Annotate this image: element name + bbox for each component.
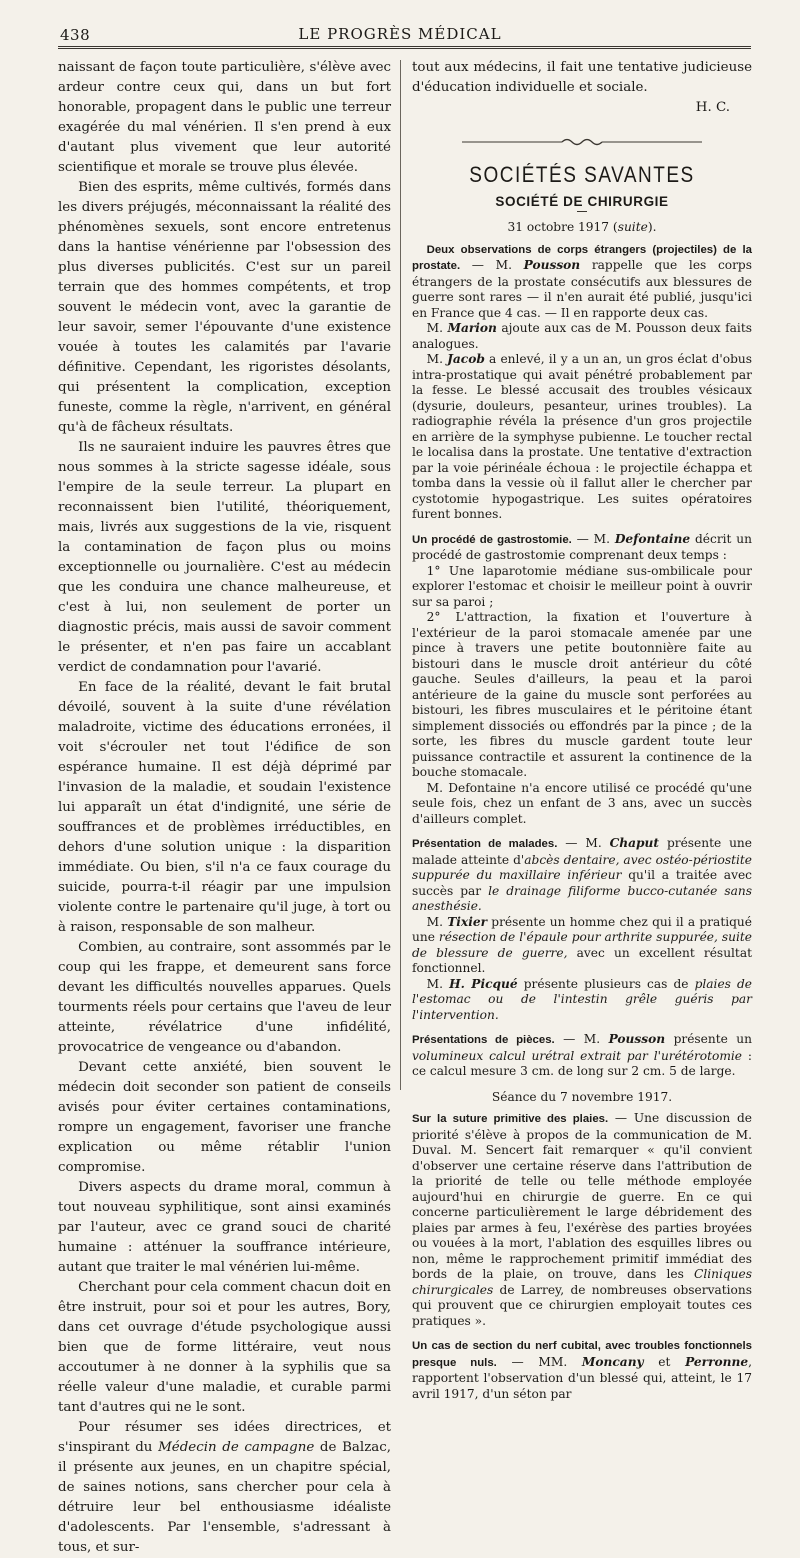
text-run: présente un homme chez qui il a pratiqué une [412, 914, 752, 944]
italic-run: résection de l'épaule pour arthrite suppurée, suite de blessure de guerre, [412, 930, 752, 960]
header-rule [58, 46, 751, 49]
item-heading: Sur la suture primitive des plaies. [412, 1113, 609, 1125]
report-item: M. Marion ajoute aux cas de M. Pousson deux faits analogues. [412, 321, 752, 351]
paragraph: En face de la réalité, devant le fait brutal dévoilé, souvent à la suite d'une révélation maladroite, victime des éducations erronées, il voit s'écrouler net tout l'édifice de son espérance humaine. Il est déjà déprimé par l'invasion de la maladie, et soudain l'existence lui apparaît un état d'indignité, une série de souffrances et de problèmes irréductibles, en dehors d'une solution unique : la disparition immédiate. Ou bien, s'il n'a ce faux courage du suicide, pourra-t-il réagir par une impulsion violente contre le partenaire qu'il juge, à tort ou à raison, responsable de son malheur. [58, 680, 391, 935]
report-step: 1° Une laparotomie médiane sus-ombilicale pour explorer l'estomac et choisir le meilleur point à ouvrir sur sa paroi ; [412, 563, 752, 609]
paragraph: Bien des esprits, même cultivés, formés dans les divers préjugés, méconnaissant la réalité des phénomènes sexuels, sont encore entretenus dans la hantise vénérienne par l'obsession des plus diverses publicités. C'est sur un pareil terrain que des hommes compétents, et trop souvent le médecin vont, avec la garantie de leur savoir, semer l'épouvante d'une existence vouée à toutes les calamités par l'avarie définitive. Cependant, les rigoristes désolants, qui présentent la complication, exception funeste, comme la règle, n'arrivent, en général qu'à de fâcheux résultats. [58, 180, 391, 435]
decorative-divider [412, 130, 752, 154]
item-heading: Deux observations de corps étrangers (projectiles) de la prostate. [412, 243, 752, 272]
text-run: avec un excellent résultat fonctionnel. [412, 945, 752, 975]
text-run: présente une malade atteinte d' [412, 836, 752, 867]
text-run: décrit un procédé de gastrostomie comprenant deux temps : [412, 531, 752, 562]
society-title: SOCIÉTÉ DE CHIRURGIE [495, 193, 669, 209]
speaker-name: Tixier [447, 914, 488, 929]
review-ending [412, 58, 752, 118]
column-divider [400, 60, 401, 1090]
report-item: Présentations de pièces. — M. Pousson présente un volumineux calcul urétral extrait par l'urétérotomie : ce calcul mesure 3 cm. de long sur 2 cm. 5 de large. [412, 1032, 752, 1078]
date-suffix: suite [617, 220, 648, 234]
flourish-icon [462, 136, 702, 148]
running-title: LE PROGRÈS MÉDICAL [298, 25, 502, 43]
paragraph: Devant cette anxiété, bien souvent le médecin doit seconder son patient de conseils avisés pour éviter certaines contaminations, rompre un engagement, favoriser une franche explication ou même rétablir l'union compromise. [58, 1060, 391, 1175]
text-run: : ce calcul mesure 3 cm. de long sur 2 cm. 5 de large. [412, 1048, 752, 1078]
text-run: qu'il a traitée avec succès par [412, 868, 752, 898]
report-item: Un procédé de gastrostomie. — M. Defontaine décrit un procédé de gastrostomie comprenant deux temps : [412, 531, 752, 562]
italic-run: Médecin de campagne [158, 1440, 315, 1455]
text-run: présente plusieurs cas de [517, 976, 695, 991]
section-title: SOCIÉTÉS SAVANTES [469, 163, 695, 188]
speaker-name: Chaput [609, 836, 660, 850]
text-run: — MM. [496, 1354, 582, 1369]
italic-run: plaies de l'estomac ou de l'intestin grêle guéris par l'intervention. [412, 976, 753, 1022]
page-number: 438 [60, 26, 91, 44]
signature: H. C. [695, 100, 730, 115]
item-heading: Présentation de malades. [412, 838, 558, 850]
page-header [0, 0, 800, 50]
paragraph: Cherchant pour cela comment chacun doit en être instruit, pour soi et pour les autres, Bory, dans cet ouvrage d'étude psychologique aussi bien que de forme littéraire, veut nous accoutumer à ne donner à la syphilis que sa réelle valeur d'une maladie, et curable parmi tant d'autres qui ne le sont. [58, 1280, 391, 1415]
date-text: 31 octobre 1917 [507, 220, 610, 234]
speaker-name: Pousson [608, 1032, 666, 1046]
italic-run: le drainage filiforme bucco-cutanée sans anesthésie. [412, 883, 752, 913]
paragraph [58, 1418, 391, 1558]
speaker-name: Marion [447, 321, 497, 335]
session-date: 31 octobre 1917 (suite). [507, 220, 657, 234]
report-item [412, 1338, 752, 1402]
speaker-name: Perronne [685, 1354, 749, 1369]
paragraph: Divers aspects du drame moral, commun à tout nouveau syphilitique, sont ainsi examinés par l'auteur, avec ce grand souci de charité humaine : atténuer la souffrance intérieure, autant que traiter le mal vénérien lui-même. [58, 1180, 391, 1275]
speaker-name: H. Picqué [449, 976, 518, 991]
paragraph: naissant de façon toute particulière, s'élève avec ardeur contre ceux qui, dans un but fort honorable, propagent dans le public une terreur exagérée du mal vénérien. Il s'en prend à eux d'autant plus vivement que leur autorité scientifique et morale se trouve plus élevée. [58, 60, 391, 175]
text-run: et [643, 1354, 686, 1369]
italic-run: Cliniques chirurgicales [412, 1267, 752, 1297]
speaker-name: Jacob [447, 352, 485, 366]
text-run: rappelle que les corps étrangers de la prostate consécutifs aux blessures de guerre sont rares — il n'en aurait été publié, jusqu'ici en France que 4 cas. — Il en rapporte deux cas. [412, 258, 752, 320]
report-item: Présentation de malades. — M. Chaput présente une malade atteinte d'abcès dentaire, avec ostéo-périostite suppurée du maxillaire inférieur qu'il a traitée avec succès par le drainage filiforme bucco-cutanée sans anesthésie. [412, 836, 752, 913]
italic-run: abcès dentaire, avec ostéo-périostite suppurée du maxillaire inférieur [412, 852, 752, 882]
text-run: de Balzac, il présente aux jeunes, en un chapitre spécial, de saines notions, sans chercher pour cela à détruire leur bel enthousiasme idéaliste d'adolescents. Par l'ensemble, s'adressant à tous, et sur- [58, 1440, 391, 1555]
text-run: présente un [665, 1032, 752, 1046]
paragraph: Combien, au contraire, sont assommés par le coup qui les frappe, et demeurent sans force devant les difficultés nouvelles apparues. Quels tourments réels pour certains que l'aveu de leur atteinte, révélatrice d'une infidélité, provocatrice de vengeance ou d'abandon. [58, 940, 391, 1055]
speaker-name: Defontaine [614, 531, 691, 546]
report-item: Deux observations de corps étrangers (projectiles) de la prostate. — M. Pousson rappelle que les corps étrangers de la prostate consécutifs aux blessures de guerre sont rares — il n'en aurait été publié, jusqu'ici en France que 4 cas. — Il en rapporte deux cas. [412, 243, 752, 320]
report-item: M. H. Picqué présente plusieurs cas de plaies de l'estomac ou de l'intestin grêle guéris par l'intervention. [412, 976, 753, 1022]
report-item: M. Defontaine n'a encore utilisé ce procédé qu'une seule fois, chez un enfant de 3 ans, avec un succès d'ailleurs complet. [412, 780, 752, 826]
paragraph: tout aux médecins, il fait une tentative judicieuse d'éducation individuelle et sociale. [412, 60, 752, 95]
session-date: Séance du 7 novembre 1917. [491, 1089, 673, 1104]
speaker-name: Moncany [581, 1354, 644, 1369]
text-run: ajoute aux cas de M. Pousson deux faits analogues. [412, 321, 752, 351]
paragraph: Ils ne sauraient induire les pauvres êtres que nous sommes à la stricte sagesse idéale, sous l'empire de la seule terreur. La plupart en reconnaissent bien l'utilité, théoriquement, mais, livrés aux suggestions de la vie, risquent la contamination de façon plus ou moins exceptionnelle ou journalière. C'est au médecin que les conduira une chance malheureuse, et c'est à lui, non seulement de porter un diagnostic précis, mais aussi de savoir comment le présenter, et n'en pas faire un accablant verdict de condamnation pour l'avarié. [58, 440, 391, 675]
left-column [58, 58, 391, 1558]
report-item: M. Jacob a enlevé, il y a un an, un gros éclat d'obus intra-prostatique qui avait pénétré probablement par la fesse. Le blessé accusait des troubles vésicaux (dysurie, douleurs, pesanteur, urines troubles). La radiographie révéla la présence d'un gros projectile en arrière de la symphyse pubienne. Le toucher rectal le localisa dans la prostate. Une tentative d'extraction par la voie périnéale échoua : le projectile échappa et tomba dans la vessie où il fallut aller le chercher par cystotomie hypogastrique. Les suites opératoires furent bonnes. [412, 352, 752, 521]
item-heading: Présentations de pièces. [412, 1034, 555, 1046]
report-step: 2° L'attraction, la fixation et l'ouverture à l'extérieur de la paroi stomacale amenée par une pince à travers une petite boutonnière faite au bistouri dans le muscle droit antérieur du côté gauche. Seules d'ailleurs, la peau et la paroi antérieure de la gaine du muscle sont perforées au bistouri, les fibres musculaires et le péritoine étant simplement dissociés ou effondrés par la pince ; de la sorte, les fibres du muscle gardent toute leur puissance contractile et assurent la continence de la bouche stomacale. [412, 610, 752, 779]
text-run: , rapportent l'observation d'un blessé qui, atteint, le 17 avril 1917, d'un séton par [412, 1354, 753, 1401]
report-item: Sur la suture primitive des plaies. — Une discussion de priorité s'élève à propos de la communication de M. Duval. M. Sencert fait remarquer « qu'il convient d'observer une certaine réserve dans l'attribution de la priorité de telle ou telle méthode employée aujourd'hui en chirurgie de guerre. En ce qui concerne particulièrement le large débridement des plaies par armes à feu, l'exérèse des parties broyées ou vouées à la mort, l'ablation des esquilles libres ou non, même le rapprochement primitif immédiat des bords de la plaie, on trouve, dans les Cliniques chirurgicales de Larrey, de nombreuses observations qui prouvent que ce chirurgien employait toutes ces pratiques ». [412, 1111, 752, 1328]
item-heading: Un cas de section du nerf cubital, avec troubles fonctionnels presque nuls. [412, 1340, 752, 1369]
report-item: M. Tixier présente un homme chez qui il a pratiqué une résection de l'épaule pour arthrite suppurée, suite de blessure de guerre, avec un excellent résultat fonctionnel. [412, 914, 752, 975]
title-rule [577, 211, 587, 212]
italic-run: volumineux calcul urétral extrait par l'urétérotomie [412, 1048, 743, 1063]
text-run: de Larrey, de nombreuses observations qui prouvent que ce chirurgien employait toutes ces pratiques ». [412, 1282, 752, 1328]
right-column [412, 58, 752, 1402]
text-run: Une discussion de priorité s'élève à propos de la communication de M. Duval. M. Sencert fait remarquer « qu'il convient d'observer une certaine réserve dans l'attribution de la priorité de telle ou telle méthode employée aujourd'hui en chirurgie de guerre. En ce qui concerne particulièrement le large débridement des plaies par armes à feu, l'exérèse des parties broyées ou vouées à la mort, l'ablation des esquilles libres ou non, même le rapprochement primitif immédiat des bords de la plaie, on trouve, dans les [412, 1111, 752, 1281]
text-run: Pour résumer ses idées directrices, et s'inspirant du [58, 1420, 391, 1455]
text-run: a enlevé, il y a un an, un gros éclat d'obus intra-prostatique qui avait pénétré probablement par la fesse. Le blessé accusait des troubles vésicaux (dysurie, douleurs, pesanteur, urines troubles). La radiographie révéla la présence d'un gros projectile en arrière de la symphyse pubienne. Le toucher rectal le localisa dans la prostate. Une tentative d'extraction par la voie périnéale échoua : le projectile échappa et tomba dans la vessie où il fallut aller le chercher par cystotomie hypogastrique. Les suites opératoires furent bonnes. [412, 352, 752, 521]
speaker-name: Pousson [523, 258, 581, 272]
item-heading: Un procédé de gastrostomie. [412, 533, 572, 546]
